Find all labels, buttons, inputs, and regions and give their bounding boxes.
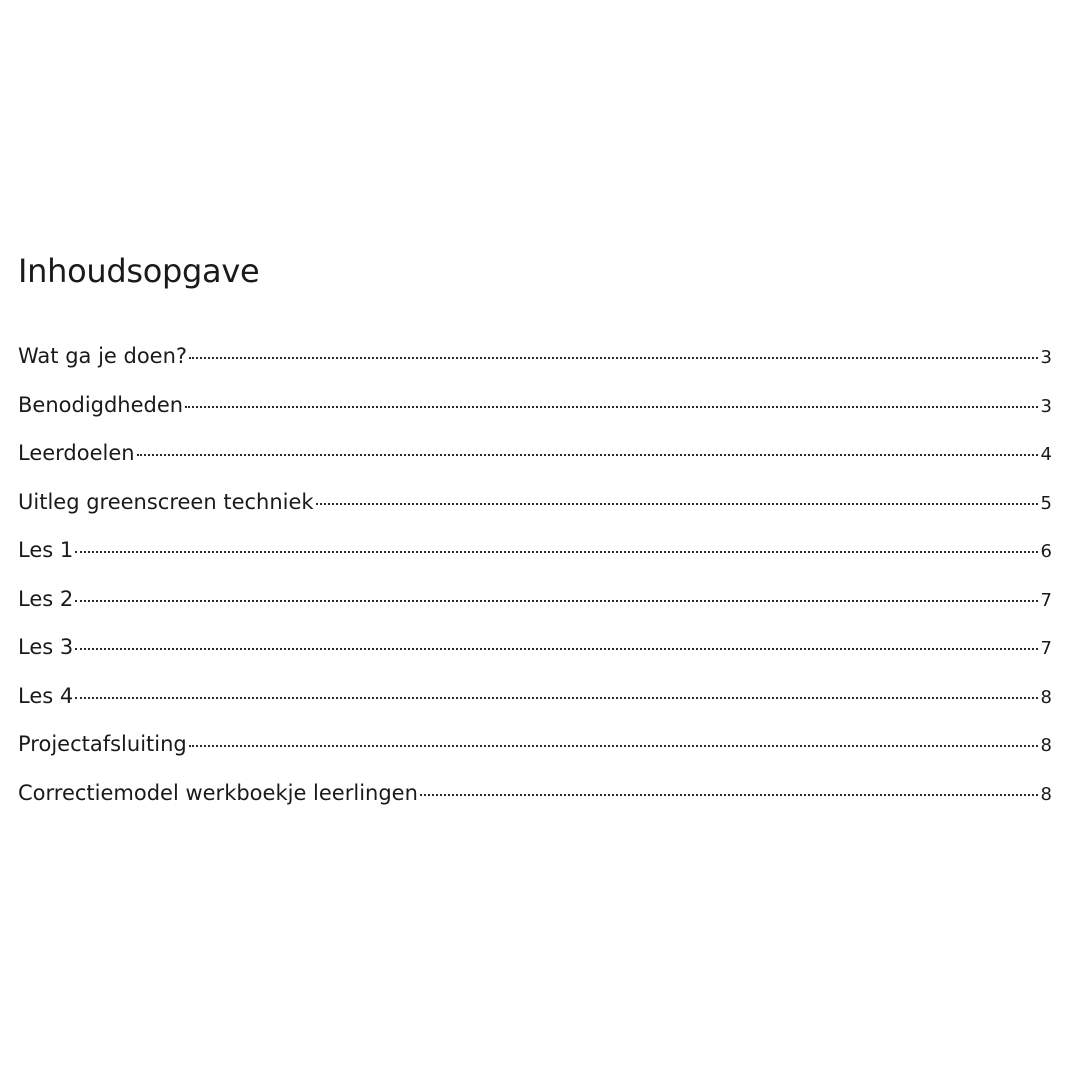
toc-entry-page-number: 7 [1040, 638, 1052, 659]
toc-entry-correctiemodel-werkboekje-leerlingen[interactable] [18, 769, 1052, 818]
toc-entry-les-4[interactable] [18, 672, 1052, 721]
dot-leader [75, 697, 1037, 699]
toc-entry-label: Wat ga je doen? [18, 344, 188, 368]
toc-entry-page-number: 3 [1040, 395, 1052, 417]
toc-entry-label: Uitleg greenscreen techniek [18, 489, 314, 514]
toc-entry-les-1[interactable] [18, 526, 1052, 575]
toc-entry-page-number: 3 [1040, 347, 1052, 368]
dot-leader [185, 406, 1037, 408]
toc-entry-benodigdheden[interactable] [18, 381, 1052, 430]
toc-entry-leerdoelen[interactable] [18, 429, 1052, 478]
toc-entry-label: Les 3 [18, 635, 74, 659]
toc-entry-page-number: 8 [1040, 735, 1052, 756]
dot-leader [189, 357, 1037, 359]
toc-entry-page-number: 8 [1040, 783, 1052, 805]
toc-entry-label: Les 4 [18, 683, 74, 708]
toc-entry-label: Benodigdheden [18, 392, 184, 417]
toc-entry-label: Les 2 [18, 586, 74, 611]
toc-entry-label: Les 1 [18, 538, 74, 562]
toc-entry-label: Leerdoelen [18, 441, 135, 465]
page-title: Inhoudsopgave [18, 252, 260, 290]
toc-entry-projectafsluiting[interactable] [18, 720, 1052, 769]
toc-entry-page-number: 7 [1040, 589, 1052, 611]
toc-entry-uitleg-greenscreen-techniek[interactable] [18, 478, 1052, 527]
table-of-contents [18, 332, 1052, 817]
toc-entry-page-number: 6 [1040, 541, 1052, 562]
dot-leader [75, 551, 1037, 553]
toc-entry-page-number: 4 [1040, 444, 1052, 465]
toc-entry-label: Projectafsluiting [18, 732, 187, 756]
toc-entry-les-2[interactable] [18, 575, 1052, 624]
dot-leader [420, 794, 1038, 796]
dot-leader [316, 503, 1038, 505]
toc-entry-page-number: 8 [1040, 686, 1052, 708]
dot-leader [75, 600, 1037, 602]
toc-entry-les-3[interactable] [18, 623, 1052, 672]
toc-entry-label: Correctiemodel werkboekje leerlingen [18, 780, 418, 805]
toc-entry-wat-ga-je-doen[interactable] [18, 332, 1052, 381]
dot-leader [137, 454, 1038, 456]
dot-leader [189, 745, 1038, 747]
toc-entry-page-number: 5 [1040, 492, 1052, 514]
dot-leader [75, 648, 1037, 650]
